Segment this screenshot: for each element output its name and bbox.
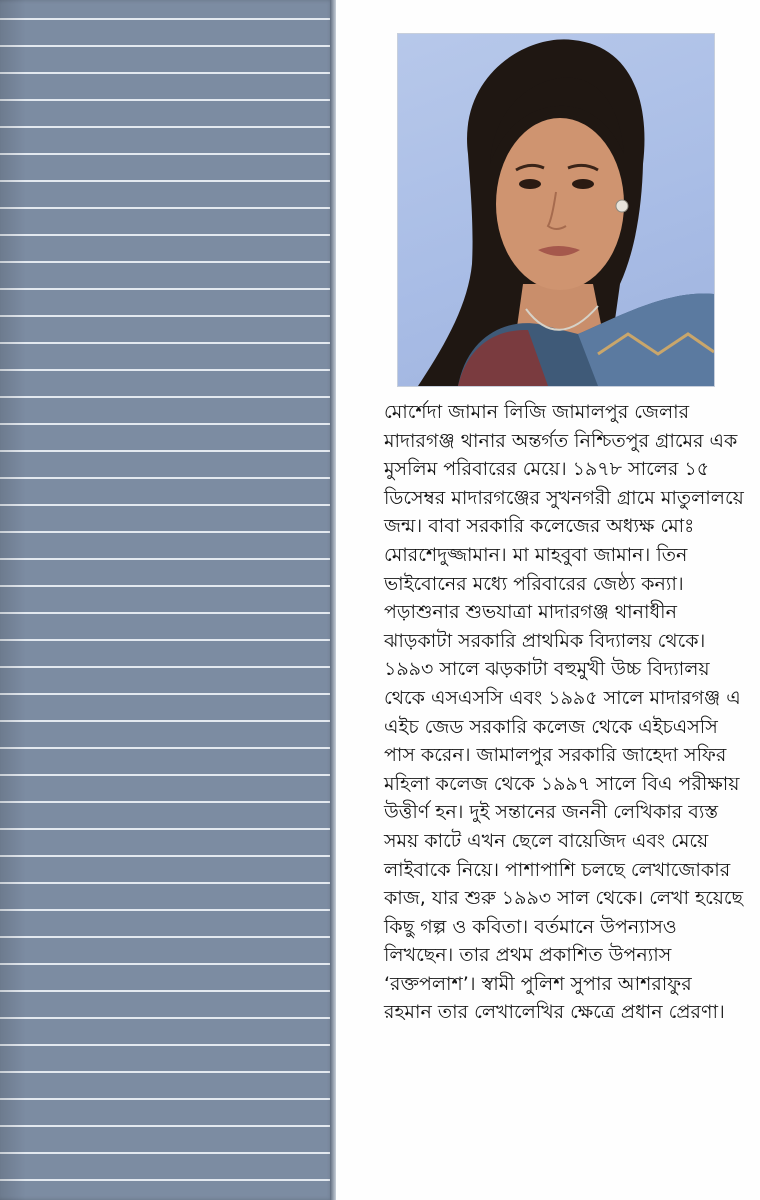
book-spine-ruled-panel bbox=[0, 0, 334, 1200]
author-photo bbox=[398, 34, 714, 386]
author-biography: মোর্শেদা জামান লিজি জামালপুর জেলার মাদারগঞ্জ থানার অন্তর্গত নিশ্চিতপুর গ্রামের এক মুসলিম পরিবারের মেয়ে। ১৯৭৮ সালের ১৫ ডিসেম্বর মাদারগঞ্জের সুখনগরী গ্রামে মাতুলালয়ে জন্ম। বাবা সরকারি কলেজের অধ্যক্ষ মোঃ মোরশেদুজ্জামান। মা মাহবুবা জামান। তিন ভাইবোনের মধ্যে পরিবারের জেষ্ঠ্য কন্যা। পড়াশুনার শুভযাত্রা মাদারগঞ্জ থানাধীন ঝাড়কাটা সরকারি প্রাথমিক বিদ্যালয় থেকে। ১৯৯৩ সালে ঝড়কাটা বহুমুখী উচ্চ বিদ্যালয় থেকে এসএসসি এবং ১৯৯৫ সালে মাদারগঞ্জ এ এইচ জেড সরকারি কলেজ থেকে এইচএসসি পাস করেন। জামালপুর সরকারি জাহেদা সফির মহিলা কলেজ থেকে ১৯৯৭ সালে বিএ পরীক্ষায় উত্তীর্ণ হন। দুই সন্তানের জননী লেখিকার ব্যস্ত সময় কাটে এখন ছেলে বায়েজিদ এবং মেয়ে লাইবাকে নিয়ে। পাশাপাশি চলছে লেখাজোকার কাজ, যার শুরু ১৯৯৩ সাল থেকে। লেখা হয়েছে কিছু গল্প ও কবিতা। বর্তমানে উপন্যাসও লিখছেন। তার প্রথম প্রকাশিত উপন্যাস ‘রক্তপলাশ’। স্বামী পুলিশ সুপার আশরাফুর রহমান তার লেখালেখির ক্ষেত্রে প্রধান প্রেরণা। bbox=[384, 401, 744, 1024]
